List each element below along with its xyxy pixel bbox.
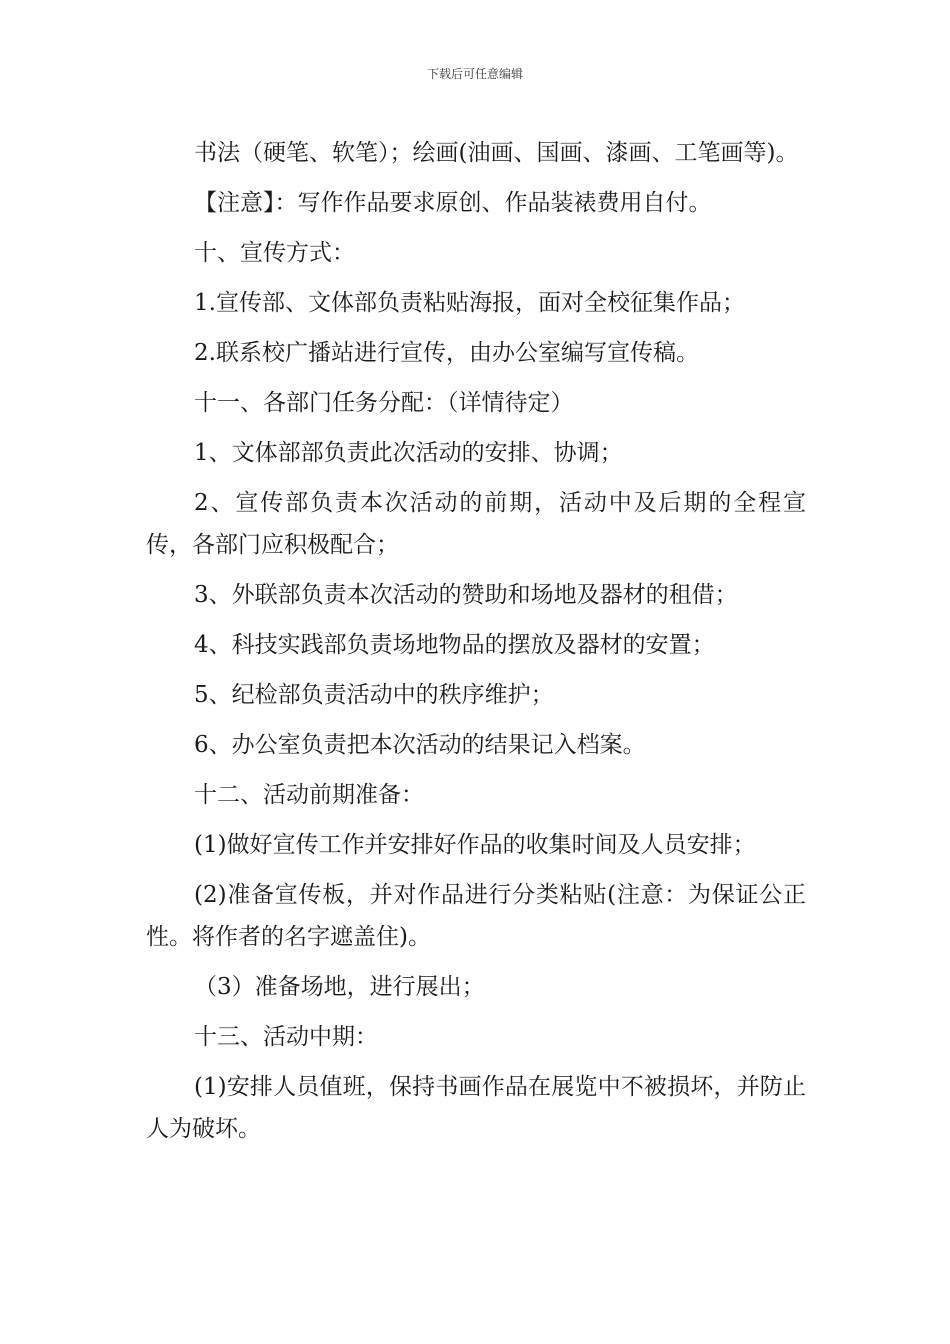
paragraph-publicity-2: 2.联系校广播站进行宣传，由办公室编写宣传稿。 — [194, 340, 699, 366]
paragraph-task-2: 2、宣传部负责本次活动的前期，活动中及后期的全程宣传，各部门应积极配合； — [146, 490, 806, 558]
paragraph-publicity-1: 1.宣传部、文体部负责粘贴海报，面对全校征集作品； — [194, 290, 745, 316]
paragraph-task-1: 1、文体部部负责此次活动的安排、协调； — [194, 440, 623, 466]
paragraph-task-5: 5、纪检部负责活动中的秩序维护； — [194, 682, 554, 708]
document-body — [146, 128, 806, 1154]
heading-publicity-method: 十、宣传方式： — [194, 240, 355, 266]
paragraph-prep-1: (1)做好宣传工作并安排好作品的收集时间及人员安排； — [194, 832, 756, 858]
heading-early-preparation: 十二、活动前期准备： — [194, 782, 424, 808]
paragraph-prep-3: （3）准备场地，进行展出； — [194, 974, 485, 1000]
paragraph-task-3: 3、外联部负责本次活动的赞助和场地及器材的租借； — [194, 582, 738, 608]
paragraph-task-4: 4、科技实践部负责场地物品的摆放及器材的安置； — [194, 632, 715, 658]
paragraph-notice: 【注意】：写作作品要求原创、作品装裱费用自付。 — [194, 190, 712, 216]
paragraph-task-6: 6、办公室负责把本次活动的结果记入档案。 — [194, 732, 646, 758]
paragraph-prep-2: (2)准备宣传板，并对作品进行分类粘贴(注意：为保证公正性。将作者的名字遮盖住)。 — [146, 882, 806, 950]
paragraph-mid-1: (1)安排人员值班，保持书画作品在展览中不被损坏，并防止人为破坏。 — [146, 1074, 806, 1142]
heading-mid-activity: 十三、活动中期： — [194, 1024, 378, 1050]
page-header: 下载后可任意编辑 — [426, 67, 523, 81]
paragraph-calligraphy-painting: 书法（硬笔、软笔）；绘画(油画、国画、漆画、工笔画等)。 — [194, 140, 799, 166]
heading-task-assignment: 十一、各部门任务分配：（详情待定） — [194, 390, 574, 416]
